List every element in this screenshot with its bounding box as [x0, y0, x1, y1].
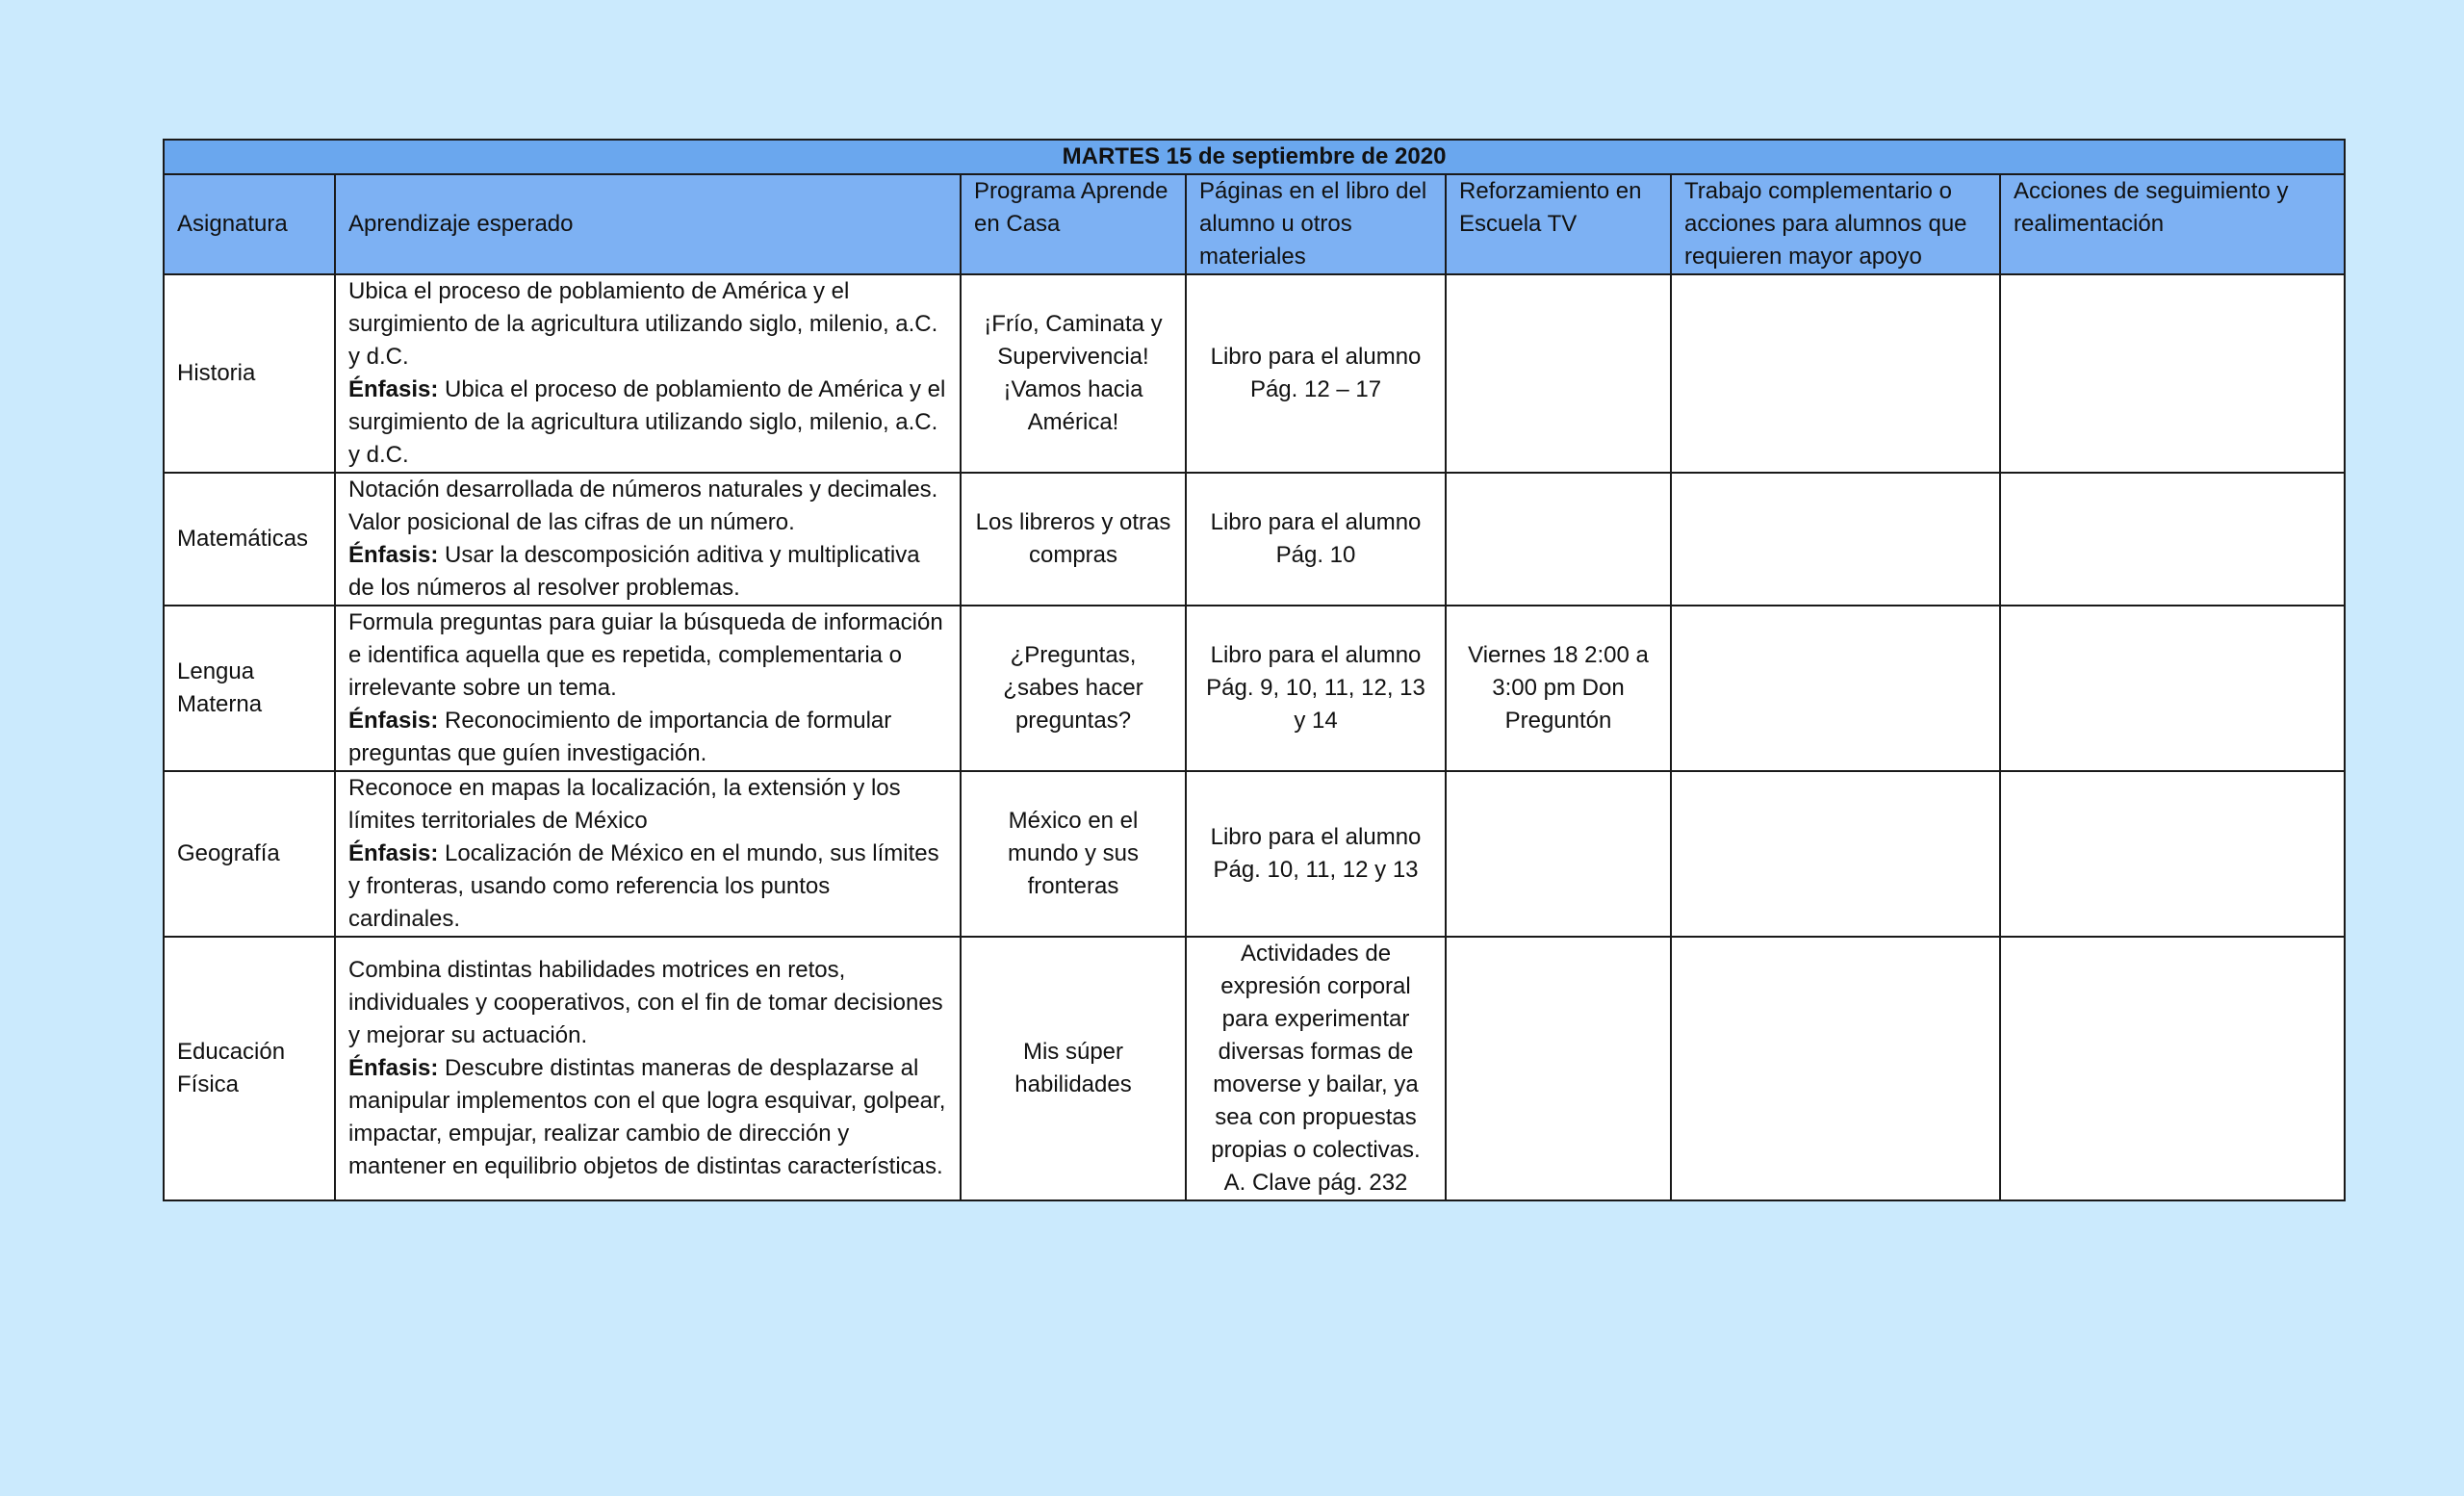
learning-cell — [335, 274, 961, 473]
subject-cell: Lengua Materna — [164, 606, 335, 771]
header-aprendizaje: Aprendizaje esperado — [335, 174, 961, 274]
learning-cell — [335, 606, 961, 771]
tv-cell — [1446, 771, 1671, 937]
followup-cell — [2000, 606, 2345, 771]
program-cell: ¡Frío, Caminata y Supervivencia! ¡Vamos hacia América! — [961, 274, 1186, 473]
title-row — [164, 140, 2345, 174]
subject-cell: Matemáticas — [164, 473, 335, 606]
learning-cell — [335, 473, 961, 606]
tv-cell — [1446, 473, 1671, 606]
emphasis-label: Énfasis: — [348, 376, 439, 402]
pages-cell: Actividades de expresión corporal para experimentar diversas formas de moverse y bailar, ya sea con propuestas propias o colectivas. A. Clave pág. 232 — [1186, 937, 1446, 1200]
complementary-cell — [1671, 771, 2000, 937]
complementary-cell — [1671, 937, 2000, 1200]
header-reforzamiento: Reforzamiento en Escuela TV — [1446, 174, 1671, 274]
emphasis-text: Ubica el proceso de poblamiento de América y el surgimiento de la agricultura utilizando siglo, milenio, a.C. y d.C. — [348, 376, 946, 468]
learning-text: Ubica el proceso de poblamiento de América y el surgimiento de la agricultura utilizando siglo, milenio, a.C. y d.C. — [348, 278, 938, 370]
subject-cell: Geografía — [164, 771, 335, 937]
complementary-cell — [1671, 606, 2000, 771]
emphasis-text: Usar la descomposición aditiva y multiplicativa de los números al resolver problemas. — [348, 542, 920, 601]
emphasis-label: Énfasis: — [348, 542, 439, 568]
emphasis-label: Énfasis: — [348, 1055, 439, 1081]
table-row — [164, 937, 2345, 1200]
learning-text: Notación desarrollada de números naturales y decimales. Valor posicional de las cifras de un número. — [348, 477, 938, 535]
header-asignatura: Asignatura — [164, 174, 335, 274]
subject-cell: Historia — [164, 274, 335, 473]
program-cell: ¿Preguntas, ¿sabes hacer preguntas? — [961, 606, 1186, 771]
followup-cell — [2000, 473, 2345, 606]
tv-cell — [1446, 937, 1671, 1200]
program-cell: Mis súper habilidades — [961, 937, 1186, 1200]
program-cell: México en el mundo y sus fronteras — [961, 771, 1186, 937]
learning-text: Formula preguntas para guiar la búsqueda de información e identifica aquella que es repetida, complementaria o irrelevante sobre un tema. — [348, 609, 943, 701]
pages-cell: Libro para el alumno Pág. 10, 11, 12 y 13 — [1186, 771, 1446, 937]
complementary-cell — [1671, 473, 2000, 606]
followup-cell — [2000, 771, 2345, 937]
subject-cell: Educación Física — [164, 937, 335, 1200]
table-row — [164, 606, 2345, 771]
schedule-table — [163, 139, 2346, 1201]
schedule-title: MARTES 15 de septiembre de 2020 — [164, 140, 2345, 174]
pages-cell: Libro para el alumno Pág. 9, 10, 11, 12, 13 y 14 — [1186, 606, 1446, 771]
header-row — [164, 174, 2345, 274]
emphasis-text: Descubre distintas maneras de desplazarse al manipular implementos con el que logra esquivar, golpear, impactar, empujar, realizar cambio de dirección y mantener en equilibrio objetos de distintas características. — [348, 1055, 946, 1179]
header-acciones: Acciones de seguimiento y realimentación — [2000, 174, 2345, 274]
followup-cell — [2000, 274, 2345, 473]
table-row — [164, 473, 2345, 606]
header-trabajo: Trabajo complementario o acciones para alumnos que requieren mayor apoyo — [1671, 174, 2000, 274]
header-paginas: Páginas en el libro del alumno u otros materiales — [1186, 174, 1446, 274]
emphasis-label: Énfasis: — [348, 708, 439, 734]
emphasis-label: Énfasis: — [348, 840, 439, 866]
table-row — [164, 771, 2345, 937]
emphasis-text: Reconocimiento de importancia de formular preguntas que guíen investigación. — [348, 708, 892, 766]
learning-text: Reconoce en mapas la localización, la extensión y los límites territoriales de México — [348, 775, 901, 834]
followup-cell — [2000, 937, 2345, 1200]
learning-cell — [335, 771, 961, 937]
pages-cell: Libro para el alumno Pág. 12 – 17 — [1186, 274, 1446, 473]
learning-cell — [335, 937, 961, 1200]
table-row — [164, 274, 2345, 473]
pages-cell: Libro para el alumno Pág. 10 — [1186, 473, 1446, 606]
tv-cell — [1446, 274, 1671, 473]
learning-text: Combina distintas habilidades motrices en retos, individuales y cooperativos, con el fin de tomar decisiones y mejorar su actuación. — [348, 957, 943, 1048]
complementary-cell — [1671, 274, 2000, 473]
header-programa: Programa Aprende en Casa — [961, 174, 1186, 274]
emphasis-text: Localización de México en el mundo, sus límites y fronteras, usando como referencia los puntos cardinales. — [348, 840, 939, 932]
tv-cell: Viernes 18 2:00 a 3:00 pm Don Preguntón — [1446, 606, 1671, 771]
program-cell: Los libreros y otras compras — [961, 473, 1186, 606]
